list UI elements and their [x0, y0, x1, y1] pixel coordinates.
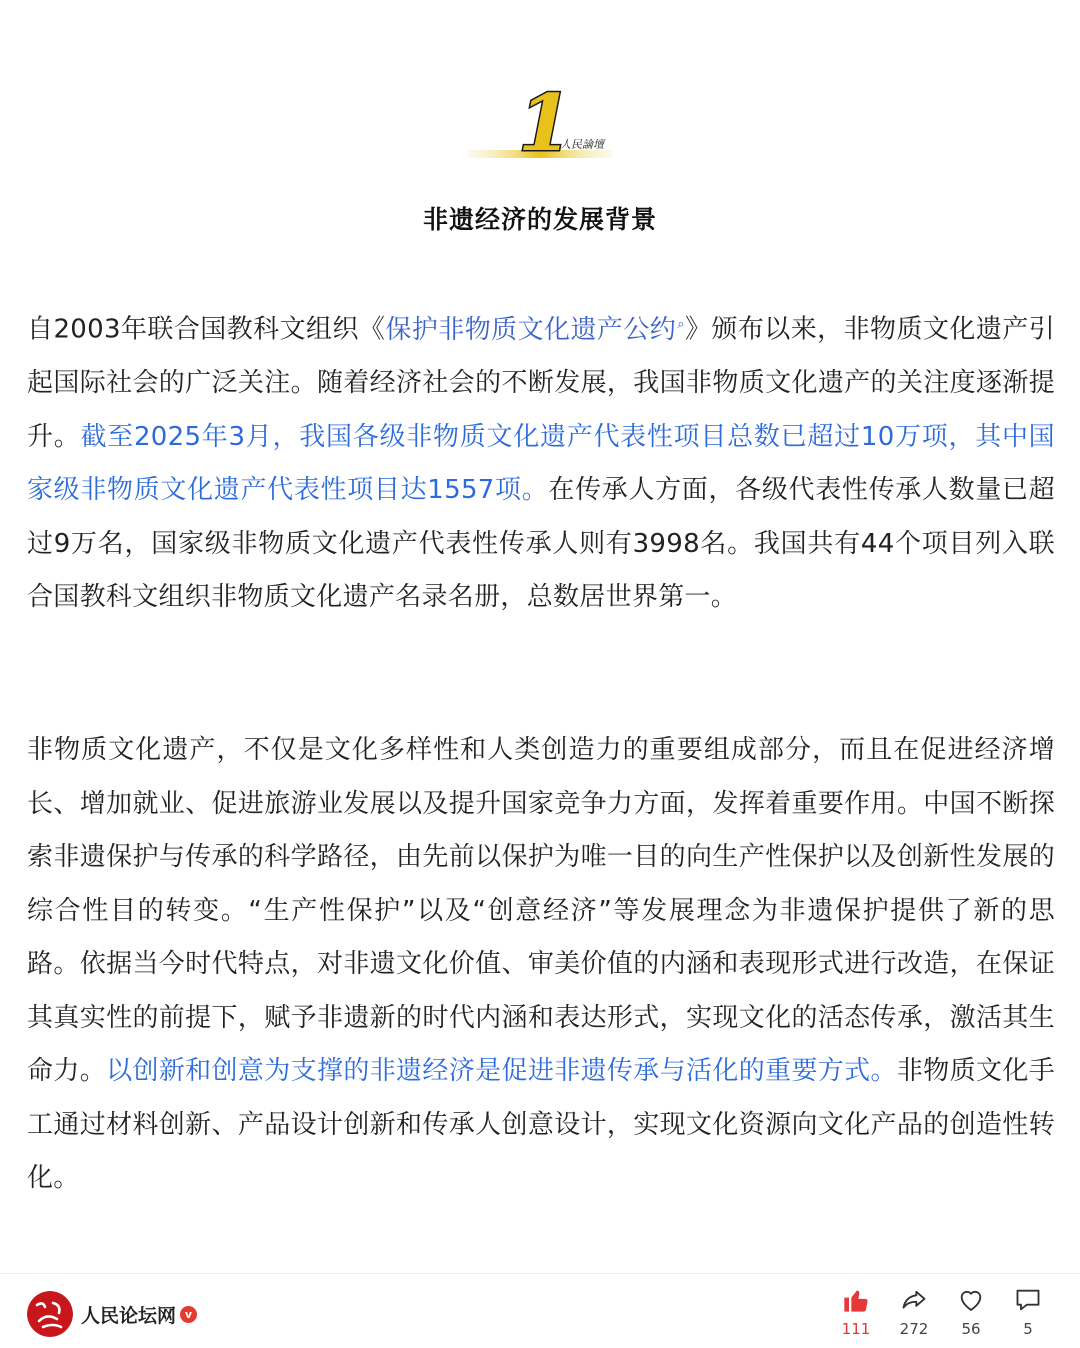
author-avatar[interactable] [27, 1291, 73, 1337]
convention-link-text[interactable]: 保护非物质文化遗产公约 [385, 314, 677, 345]
bottom-action-bar [0, 1273, 1080, 1348]
highlighted-text: 截至2025年3月，我国各级非物质文化遗产代表性项目总数已超过10万项，其中国家级非物质文化遗产代表性项目达1557项。 [27, 421, 1055, 506]
comment-icon[interactable] [1014, 1286, 1042, 1314]
verified-badge-icon: v [180, 1306, 197, 1323]
section-title: 非遗经济的发展背景 [422, 205, 657, 234]
share-icon[interactable] [900, 1286, 928, 1314]
share-count: 272 [899, 1320, 929, 1338]
thumbs-up-icon[interactable] [842, 1286, 870, 1314]
article-paragraph-2 [27, 724, 1055, 1206]
badge-brand-text: 人民論壇 [560, 138, 604, 151]
paragraph-text: 在传承人方面，各级代表性传承人数量已超过9万名，国家级非物质文化遗产代表性传承人则有3998名。我国共有44个项目列入联合国教科文组织非物质文化遗产名录名册，总数居世界第一。 [27, 475, 1056, 613]
favorite-button[interactable] [943, 1286, 999, 1338]
favorite-count: 56 [961, 1320, 981, 1338]
author-info[interactable] [27, 1292, 197, 1336]
paragraph-text: 非物质文化手工通过材料创新、产品设计创新和传承人创意设计，实现文化资源向文化产品的创造性转化。 [27, 1056, 1055, 1193]
paragraph-text: 》颁布以来，非物质文化遗产引起国际社会的广泛关注。随着经济社会的不断发展，我国非物质文化遗产的关注度逐渐提升。 [27, 314, 1056, 452]
share-button[interactable] [886, 1286, 942, 1338]
convention-search-link[interactable] [385, 315, 684, 345]
like-count: 111 [841, 1320, 871, 1338]
badge-number: 1 [518, 82, 573, 166]
paragraph-text: 自2003年联合国教科文组织《 [27, 314, 386, 345]
search-icon[interactable]: ⌕ [677, 317, 685, 332]
article-paragraph-1 [27, 298, 1055, 625]
section-number-badge [468, 82, 612, 166]
heart-icon[interactable] [957, 1286, 985, 1314]
comment-count: 5 [1023, 1320, 1033, 1338]
highlighted-text: 以创新和创意为支撑的非遗经济是促进非遗传承与活化的重要方式。 [106, 1056, 897, 1086]
paragraph-text: 非物质文化遗产，不仅是文化多样性和人类创造力的重要组成部分，而且在促进经济增长、增加就业、促进旅游业发展以及提升国家竞争力方面，发挥着重要作用。中国不断探索非遗保护与传承的科学路径，由先前以保护为唯一目的向生产性保护以及创新性发展的综合性目的转变。“生产性保护”以及“创意经济”等发展理念为非遗保护提供了新的思路。依据当今时代特点，对非遗文化价值、审美价值的内涵和表现形式进行改造，在保证其真实性的前提下，赋予非遗新的时代内涵和表达形式，实现文化的活态传承，激活其生命力。 [27, 735, 1055, 1086]
like-button[interactable] [828, 1286, 884, 1338]
comment-button[interactable] [1000, 1286, 1056, 1338]
author-name[interactable]: 人民论坛网 [81, 1304, 177, 1327]
